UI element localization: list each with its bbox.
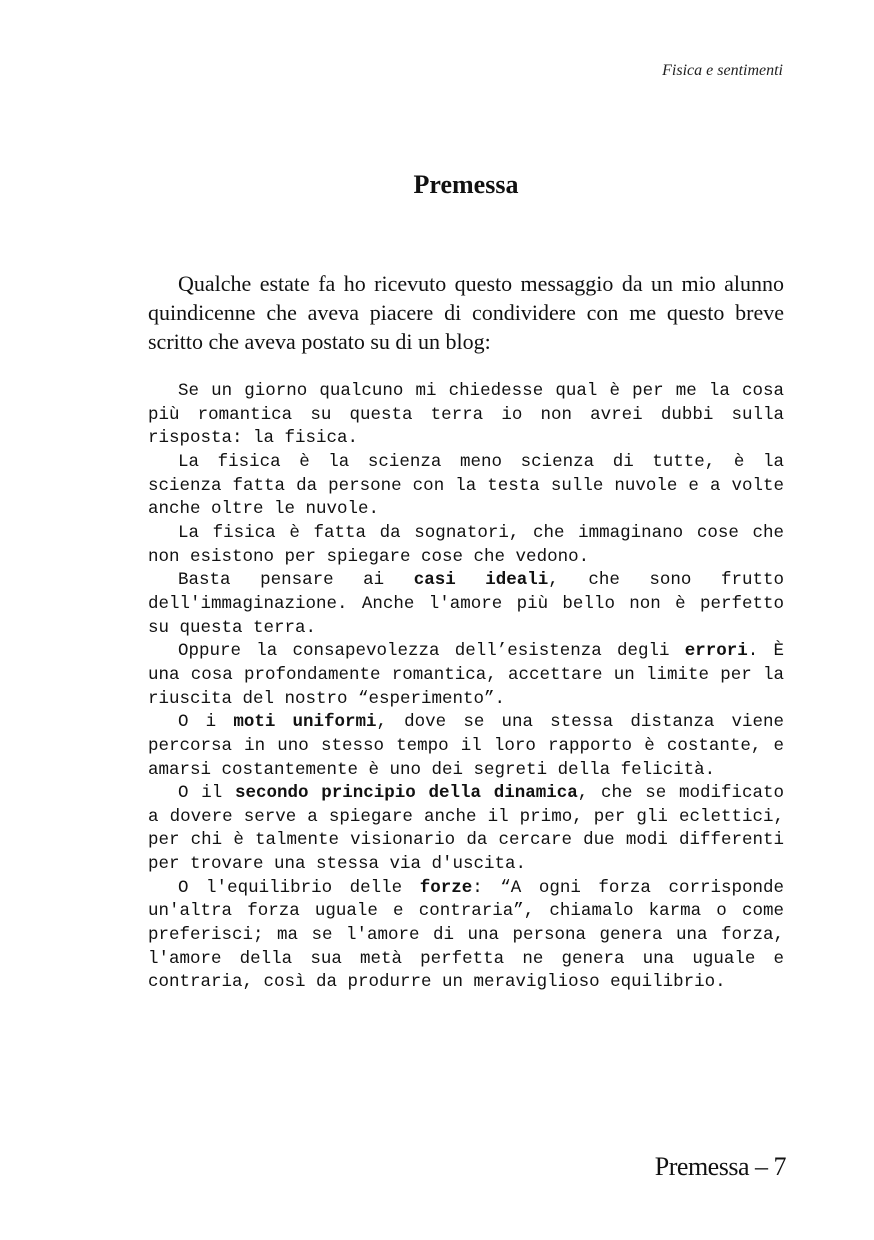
quote-paragraph bbox=[148, 782, 784, 877]
quoted-blog-text bbox=[148, 380, 784, 995]
bold-term: casi ideali bbox=[413, 570, 549, 591]
bold-term: forze bbox=[419, 877, 473, 898]
quote-text: O l'equilibrio delle bbox=[178, 877, 420, 898]
intro-paragraph: Qualche estate fa ho ricevuto questo messaggio da un mio alunno quindicenne che aveva piacere di condividere con me questo breve scritto che aveva postato su di un blog: bbox=[148, 271, 784, 354]
bold-term: errori bbox=[684, 641, 748, 662]
bold-term: moti uniformi bbox=[233, 712, 377, 733]
quote-paragraph bbox=[148, 711, 784, 782]
quote-text: , che se modificato a dovere serve a spiegare anche il primo, per gli eclettici, per chi è talmente visionario da cercare due modi differenti per trovare una stessa via d'uscita. bbox=[148, 783, 784, 875]
quote-text: , dove se una stessa distanza viene percorsa in uno stesso tempo il loro rapporto è costante, e amarsi costantemente è uno dei segreti della felicità. bbox=[148, 712, 785, 780]
page-footer: Premessa – 7 bbox=[654, 1152, 786, 1181]
quote-paragraph bbox=[148, 569, 784, 640]
quote-paragraph bbox=[148, 877, 784, 995]
quote-text: Basta pensare ai bbox=[178, 570, 414, 591]
quote-text: , che sono frutto dell'immaginazione. Anche l'amore più bello non è perfetto su questa terra. bbox=[148, 570, 785, 638]
quote-paragraph: La fisica è la scienza meno scienza di tutte, è la scienza fatta da persone con la testa sulle nuvole e a volte anche oltre le nuvole. bbox=[148, 451, 784, 520]
page-title: Premessa bbox=[413, 170, 519, 199]
bold-term: secondo principio della dinamica bbox=[234, 783, 578, 804]
quote-text: O i bbox=[178, 712, 234, 733]
quote-text: O il bbox=[178, 783, 235, 804]
quote-paragraph: Se un giorno qualcuno mi chiedesse qual è per me la cosa più romantica su questa terra io non avrei dubbi sulla risposta: la fisica. bbox=[148, 381, 784, 449]
running-header: Fisica e sentimenti bbox=[662, 62, 783, 79]
quote-paragraph: La fisica è fatta da sognatori, che immaginano cose che non esistono per spiegare cose che vedono. bbox=[148, 522, 784, 567]
quote-text: : “A ogni forza corrisponde un'altra forza uguale e contraria”, chiamalo karma o come preferisci; ma se l'amore di una persona genera una forza, l'amore della sua metà perfetta ne genera una uguale e contraria, così da produrre un meraviglioso equilibrio. bbox=[148, 877, 785, 993]
quote-text: Oppure la consapevolezza dell’esistenza degli bbox=[178, 641, 685, 662]
quote-text: . È una cosa profondamente romantica, accettare un limite per la riuscita del nostro “esperimento”. bbox=[148, 641, 784, 709]
quote-paragraph bbox=[148, 640, 784, 711]
